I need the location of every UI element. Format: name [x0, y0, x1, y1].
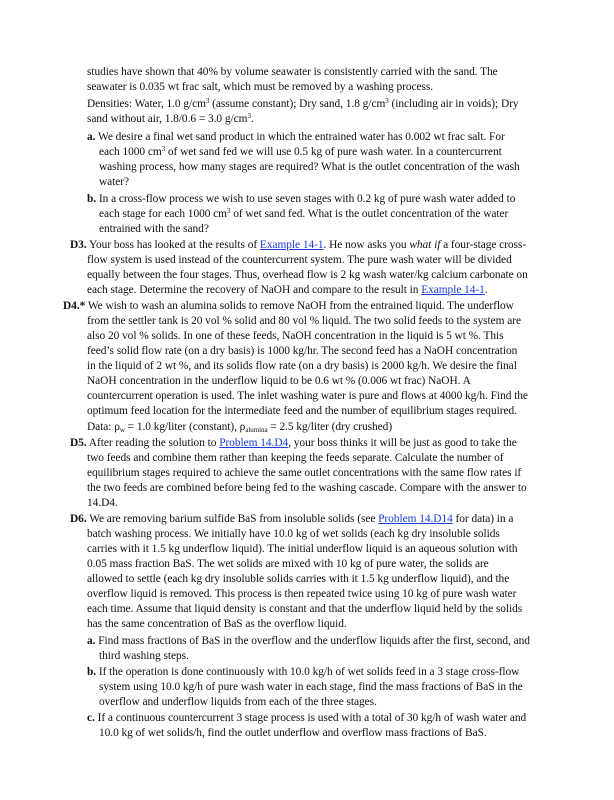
problem-d3: equally between the four stages. Thus, overhead flow is 2 kg wash water/kg calcium carbonate on — [87, 269, 528, 281]
problem-d3: each stage. Determine the recovery of NaOH and compare to the result in Example 14-1. — [87, 284, 488, 296]
problem-part-a: washing process, how many stages are required? What is the outlet concentration of the wash — [99, 161, 520, 173]
problem-d4: D4.* We wish to wash an alumina solids to remove NaOH from the entrained liquid. The underflow — [63, 300, 514, 312]
problem-d5: 14.D4. — [87, 497, 118, 509]
problem-part-a: a. We desire a final wet sand product in which the entrained water has 0.002 wt frac salt. For — [87, 131, 505, 143]
problem-d6: D6. We are removing barium sulfide BaS from insoluble solids (see Problem 14.D14 for data) in a — [70, 513, 514, 525]
problem-d6: allowed to settle (each kg dry insoluble solids carries with it 1.5 kg underflow liquid), and the — [87, 573, 510, 585]
problem-d5: the two feeds are combined before being fed to the washing cascade. Compare with the answer to — [87, 482, 527, 494]
problem-d4: countercurrent operation is used. The inlet washing water is pure and flows at 4000 kg/h. Find the — [87, 390, 528, 402]
problem-d6: 0.05 mass fraction BaS. The wet solids are mixed with 10 kg of pure water, the solids are — [87, 558, 489, 570]
problem-d6: each time. Assume that liquid density is constant and that the underflow liquid held by the solids — [87, 603, 523, 615]
problem-d6-part-b: overflow and underflow liquids from each of the three stages. — [99, 696, 377, 708]
problem-d4: NaOH concentration in the underflow liquid to be 0.6 wt % (0.006 wt frac) NaOH. A — [87, 375, 471, 387]
problem-14-d4-link[interactable]: Problem 14.D4 — [219, 437, 289, 449]
problem-d6-part-c: c. If a continuous countercurrent 3 stage process is used with a total of 30 kg/h of wash water and — [87, 712, 527, 724]
problem-d6: batch washing process. We initially have 10.0 kg of wet solids (each kg dry insoluble solids — [87, 528, 500, 540]
problem-part-b: b. In a cross-flow process we wish to use seven stages with 0.2 kg of pure wash water added to — [87, 193, 516, 205]
problem-d5: equilibrium stages required to achieve the same outlet concentrations with the same flow rates if — [87, 467, 522, 479]
densities-line: Densities: Water, 1.0 $g/cm^3$ (assume constant); Dry sand, 1.8 $g/cm^3$ (including air in voids); Dry — [87, 97, 519, 110]
problem-d6: has the same concentration of BaS as the overflow liquid. — [87, 618, 347, 630]
problem-d5: two feeds and combine them rather than keeping the feeds separate. Calculate the number of — [87, 452, 504, 464]
problem-d3: flow system is used instead of the countercurrent system. The pure wash water will be divided — [87, 254, 512, 266]
problem-d4: optimum feed location for the intermediate feed and the number of equilibrium stages required. — [87, 405, 517, 417]
problem-d6-part-a: third washing steps. — [99, 650, 189, 662]
problem-part-a: water? — [99, 176, 130, 188]
problem-14-d14-link[interactable]: Problem 14.D14 — [378, 513, 453, 525]
example-14-1-link[interactable]: Example 14-1 — [259, 239, 324, 251]
problem-part-b: entrained with the sand? — [99, 223, 209, 235]
example-14-1-link[interactable]: Example 14-1 — [421, 284, 485, 296]
problem-d6-part-c: 10.0 kg of wet solids/h, find the outlet underflow and overflow mass fractions of BaS. — [99, 727, 487, 739]
problem-part-a: each 1000 $cm^3$ of wet sand fed we will use 0.5 kg of pure wash water. In a countercurrent — [99, 145, 502, 158]
problem-part-b: each stage for each 1000 $cm^3$ of wet sand fed. What is the outlet concentration of the water — [99, 207, 509, 220]
problem-d6: carries with it 1.5 kg underflow liquid). The initial underflow liquid is an aqueous solution with — [87, 543, 518, 555]
problem-d4: from the settler tank is 20 vol % solid and 80 vol % liquid. The two solid feeds to the system are — [87, 315, 521, 327]
problem-d4: feed’s solid flow rate (on a dry basis) is 1000 kg/hr. The second feed has a NaOH concentration — [87, 345, 518, 357]
problem-d4: also 20 vol % solids. In one of these feeds, NaOH concentration in the liquid is 5 wt %. This — [87, 330, 504, 342]
intro-line: studies have shown that 40% by volume seawater is consistently carried with the sand. The — [87, 66, 498, 78]
problem-d6-part-a: a. Find mass fractions of BaS in the overflow and the underflow liquids after the first, second, and — [87, 635, 530, 647]
problem-d4: in the liquid of 2 wt %, and its solids flow rate (on a dry basis) is 2000 kg/h. We desire the final — [87, 360, 517, 372]
intro-line: seawater is 0.035 wt frac salt, which must be removed by a washing process. — [87, 81, 434, 93]
problem-d6-part-b: b. If the operation is done continuously with 10.0 kg/h of wet solids feed in a 3 stage cross-flow — [87, 666, 520, 678]
densities-line: sand without air, 1.8/0.6 = 3.0 $g/cm^3$. — [87, 112, 254, 125]
problem-d6: overflow liquid is removed. This process is then repeated twice using 10 kg of pure wash water — [87, 588, 517, 600]
problem-d3: D3. Your boss has looked at the results of Example 14-1. He now asks you what if a four-stage cross- — [70, 239, 527, 251]
problem-d5: D5. After reading the solution to Problem 14.D4, your boss thinks it will be just as good to take the — [70, 437, 517, 449]
problem-d4-data: Data: $\rho_w = 1.0$ kg/liter (constant), $\rho_{alumina} = 2.5$ kg/liter (dry crushed) — [87, 421, 393, 434]
problem-d6-part-b: system using 10.0 kg/h of pure wash water in each stage, find the mass fractions of BaS in the — [99, 681, 523, 693]
